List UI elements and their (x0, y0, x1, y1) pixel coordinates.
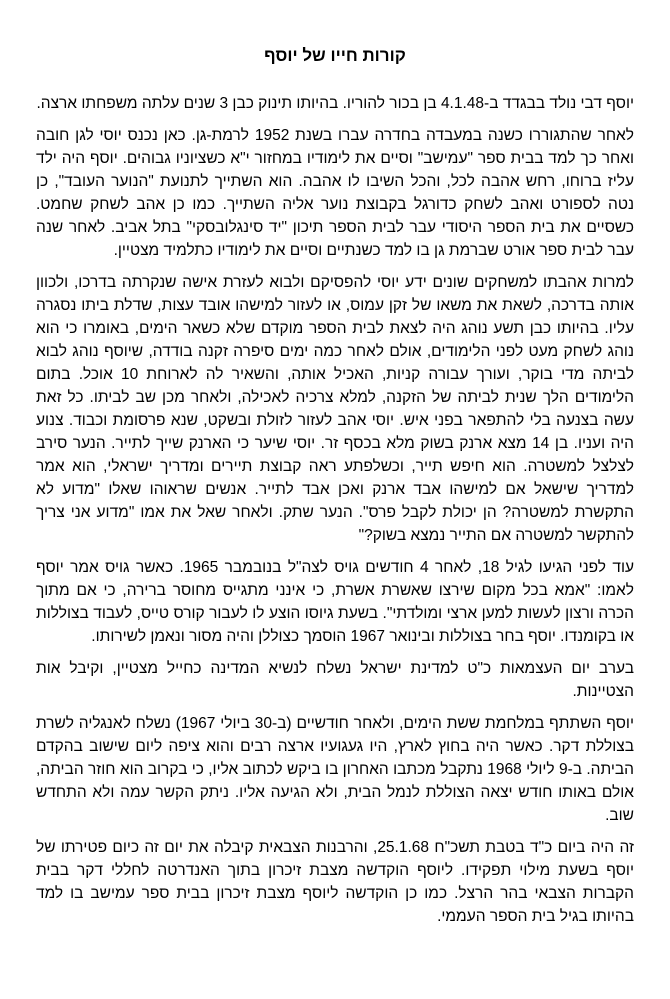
page-title: קורות חייו של יוסף (264, 46, 406, 65)
paragraph-memorial: זה היה ביום כ"ד בטבת תשכ"ח 25.1.68, והרבנות הצבאית קיבלה את יום זה כיום פטירתו של יוסף בשעת מילוי תפקידו. ליוסף הוקדשה מצבת זיכרון בתוך האנדרטה לחללי דקר בבית הקברות הצבאי בהר הרצל. כמו כן הוקדשה ליוסף מצבת זיכרון בבית ספר עמישב בו למד בהיותו בגיל בית הספר העממי. (36, 839, 634, 925)
paragraph-character-stories: למרות אהבתו למשחקים שונים ידע יוסי להפסיקם ולבוא לעזרת אישה שנקרתה בדרכו, ולכוון אותה בדרכה, לשאת את משאו של זקן עמוס, או לעזור למישהו אובד עצות, שדלת ביתו נסגרה עליו. בהיותו כבן תשע נוהג היה לצאת לבית הספר מוקדם שלא כשאר הימים, באומרו כי הוא נוהג לשחק מעט לפני הלימודים, אולם לאחר כמה ימים סיפרה זקנה בודדה, שיוסף נוהג לבוא לביתה מדי בוקר, ועורך עבורה קניות, האכיל אותה, והשאיר לה לארוחת 10 אוכל. בתום הלימודים הלך שנית לביתה של הזקנה, למלא צרכיה לאכילה, ולאחר מכן שב לביתו. כל זאת עשה בצנעה בלי להתפאר בפני איש. יוסי אהב לעזור לזולת ובשקט, שנא פרסומת וכבוד. צנוע היה ועניו. בן 14 מצא ארנק בשוק מלא בכסף זר. יוסי שיער כי הארנק שייך לתייר. הנער סירב לצלצל למשטרה. הוא חיפש תייר, וכשלפתע ראה קבוצת תיירים ומדריך ישראלי, הוא אמר למדריך שישאל אם למישהו אבד ארנק ואכן אבד לתייר. אנשים שראוהו שאלו "מדוע לא התקשרת למשטרה? הן יכולת לקבל פרס". הנער שתק. ולאחר שאל את אמו "מדוע אני צריך להתקשר למשטרה אם התייר נמצא בשוק?" (36, 274, 634, 544)
paragraph-excellence-award: בערב יום העצמאות כ"ט למדינת ישראל נשלח לנשיא המדינה כחייל מצטיין, וקיבל אות הצטיינות. (36, 660, 634, 700)
paragraph-childhood-schooling: לאחר שהתגוררו כשנה במעבדה בחדרה עברו בשנת 1952 לרמת-גן. כאן נכנס יוסי לגן חובה ואחר כך למד בבית ספר "עמישב" וסיים את לימודיו במחזור י"א כשציוניו גבוהים. יוסף היה ילד עליז ברוחו, רחש אהבה לכל, והכל השיבו לו אהבה. הוא השתייך לתנועת "הנוער העובד", כן נטה לספורט ואהב לשחק כדורגל בקבוצת נוער אליה השתייך. כמו כן אהב לשחק שחמט. כשסיים את בית הספר היסודי עבר לבית הספר תיכון "יד סינגלובסקי" בתל אביב. לאחר שנה עבר לבית ספר אורט שברמת גן בו למד כשנתיים וסיים את לימודיו כתלמיד מצטיין. (36, 127, 634, 259)
paragraph-birth: יוסף דבי נולד בבגדד ב-4.1.48 בן בכור להוריו. בהיותו תינוק כבן 3 שנים עלתה משפחתו ארצה. (36, 95, 634, 112)
paragraph-army-enlistment: עוד לפני הגיעו לגיל 18, לאחר 4 חודשים גויס לצה"ל בנובמבר 1965. כאשר גויס אמר יוסף לאמו: "אמא בכל מקום שירצו שאשרת אשרת, כי אינני מתגייס מחוסר ברירה, כי אם מתוך הכרה ורצון לעשות למען ארצי ומולדתי". בשעת גיוסו הוצע לו לעבור קורס טייס, לעבוד בצוללות או בקומנדו. יוסף בחר בצוללות ובינואר 1967 הוסמך כצוללן והיה מסור ונאמן לשירותו. (36, 559, 635, 645)
paragraph-dakar-submarine: יוסף השתתף במלחמת ששת הימים, ולאחר חודשיים (ב-30 ביולי 1967) נשלח לאנגליה לשרת בצוללת דקר. כאשר היה בחוץ לארץ, היו געגועיו ארצה רבים והוא ציפה ליום שישוב בהקדם הביתה. ב-9 ליולי 1968 נתקבל מכתבו האחרון בו ביקש לכתוב אליו, כי בקרוב הוא חוזר הביתה, אולם באותו חודש יצאה הצוללת לנמל הבית, ולא הגיעה אליו. ניתק הקשר עמה ולא התחדש שוב. (36, 715, 634, 824)
